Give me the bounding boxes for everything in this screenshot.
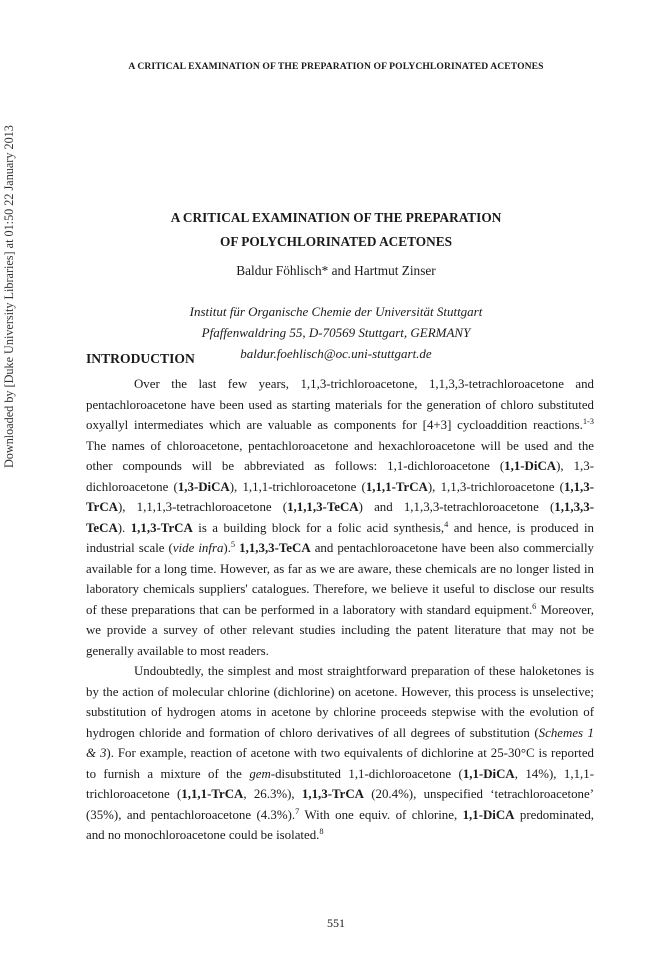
text-line: available for a long time. However, as far as we are aware, these chemicals are no longer listed in — [86, 561, 594, 576]
text-line: The names of chloroacetone, pentachloroacetone and hexachloroacetone will be used and the — [86, 438, 594, 453]
text-line: hydrogen chloride and formation of chloro derivatives of all degrees of substitution (Schemes 1 — [86, 725, 594, 740]
running-head: A CRITICAL EXAMINATION OF THE PREPARATION OF POLYCHLORINATED ACETONES — [128, 61, 544, 72]
text-line: by the action of molecular chlorine (dichlorine) on acetone. However, this process is unselective; — [86, 684, 594, 699]
affiliation-institute: Institut für Organische Chemie der Universität Stuttgart — [189, 304, 483, 319]
authors: Baldur Föhlisch* and Hartmut Zinser — [236, 263, 436, 278]
page-number: 551 — [327, 916, 345, 930]
text-line: TrCA), 1,1,1,3-tetrachloroacetone (1,1,1,3-TeCA) and 1,1,3,3-tetrachloroacetone (1,1,3,3- — [86, 500, 595, 514]
citation-superscript: 6 — [532, 601, 537, 611]
article-title-line-1: A CRITICAL EXAMINATION OF THE PREPARATION — [170, 210, 502, 225]
citation-superscript: 7 — [295, 806, 300, 816]
citation-superscript: 8 — [319, 827, 324, 836]
section-heading-introduction: INTRODUCTION — [86, 351, 195, 366]
text-line: we provide a survey of other relevant studies including the patent literature that may not be — [86, 623, 594, 637]
text-line: to furnish a mixture of the gem-disubstituted 1,1-dichloroacetone (1,1-DiCA, 14%), 1,1,1- — [86, 766, 594, 781]
text-line: dichloroacetone (1,3-DiCA), 1,1,1-trichloroacetone (1,1,1-TrCA), 1,1,3-trichloroacetone (1,1,3- — [86, 479, 595, 494]
download-watermark: Downloaded by [Duke University Libraries] at 01:50 22 January 2013 — [2, 125, 16, 468]
text-line: oxyallyl intermediates which are valuable as components for [4+3] cycloaddition reactions.$^{1-3}$ — [86, 417, 594, 432]
text-line: trichloroacetone (1,1,1-TrCA, 26.3%), 1,1,3-TrCA (20.4%), unspecified ‘tetrachloroacetone’ — [86, 787, 595, 801]
text-line: other compounds will be abbreviated as follows: 1,1-dichloroacetone (1,1-DiCA), 1,3- — [86, 459, 594, 473]
affiliation-email[interactable]: baldur.foehlisch@oc.uni-stuttgart.de — [240, 346, 432, 361]
citation-superscript: 5 — [230, 540, 236, 549]
affiliation-address: Pfaffenwaldring 55, D-70569 Stuttgart, GERMANY — [201, 325, 471, 340]
citation-superscript: 1-3 — [582, 417, 594, 426]
article-title-line-2: OF POLYCHLORINATED ACETONES — [219, 234, 452, 249]
text-line: (35%), and pentachloroacetone (4.3%).$^7$ With one equiv. of chlorine, 1,1-DiCA predominated, — [86, 806, 594, 822]
text-line: of these preparations that can be performed in a laboratory with standard equipment.$^6$ Moreover, — [86, 601, 594, 617]
text-line: & 3). For example, reaction of acetone with two equivalents of dichlorine at 25-30°C is reported — [86, 746, 594, 760]
text-line: pentachloroacetone have been used as starting materials for the generation of chloro substituted — [86, 397, 594, 412]
text-line: TeCA). 1,1,3-TrCA is a building block for a folic acid synthesis,$^4$ and hence, is produced in — [86, 519, 594, 535]
text-line: Over the last few years, 1,1,3-trichloroacetone, 1,1,3,3-tetrachloroacetone and — [134, 377, 594, 391]
introduction-body — [86, 374, 594, 846]
text-line: substitution of hydrogen atoms in acetone by chlorine proceeds stepwise with the evolution of — [86, 705, 594, 719]
text-line: industrial scale (vide infra).$^5$ 1,1,3,3-TeCA and pentachloroacetone have been also commercially — [86, 540, 594, 555]
text-line: laboratory chemicals suppliers' catalogues. Therefore, we believe it useful to disclose our results — [86, 582, 594, 596]
text-line: generally available to most readers. — [86, 643, 269, 658]
text-line: Undoubtedly, the simplest and most straightforward preparation of these haloketones is — [134, 664, 594, 678]
text-line: and no monochloroacetone could be isolated.$^8$ — [86, 827, 324, 842]
citation-superscript: 4 — [444, 519, 449, 529]
